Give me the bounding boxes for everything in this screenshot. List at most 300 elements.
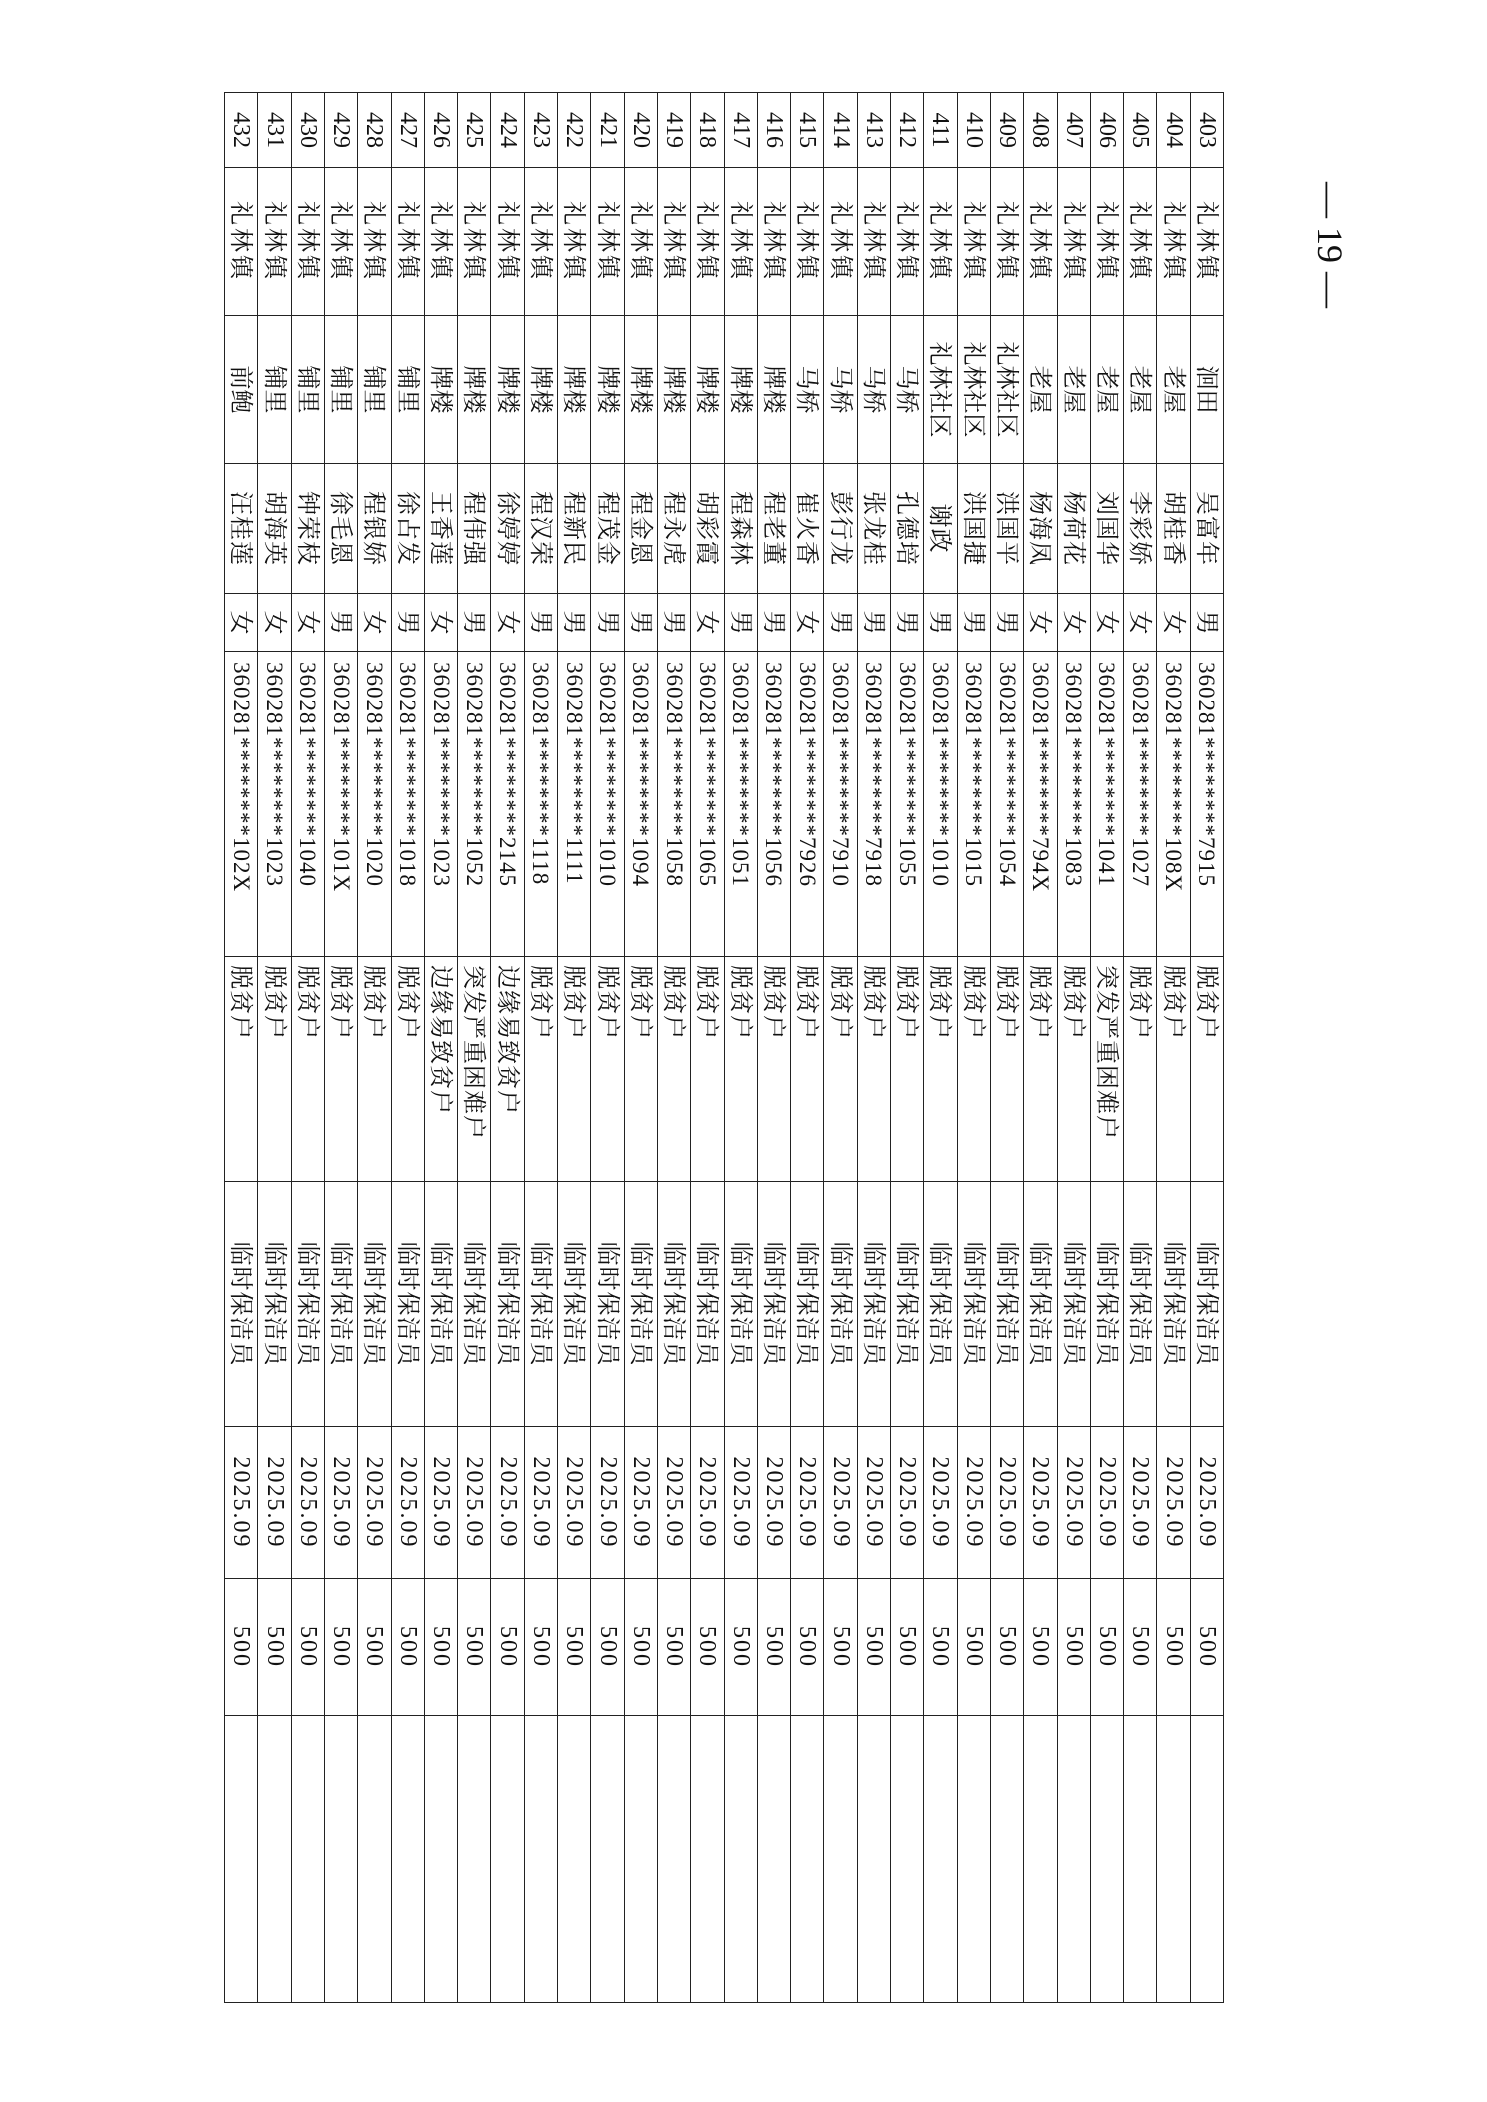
- village-cell: 铺里: [291, 316, 324, 464]
- household-type-cell: 脱贫户: [1024, 957, 1057, 1182]
- gender-cell: 男: [524, 594, 557, 652]
- position-cell: 临时保洁员: [990, 1182, 1023, 1427]
- name-cell: 徐毛恩: [324, 464, 357, 594]
- table-row: [891, 93, 924, 2003]
- id-number-cell: 360281********1111: [558, 652, 591, 957]
- gender-cell: 男: [324, 594, 357, 652]
- position-cell: 临时保洁员: [757, 1182, 790, 1427]
- date-cell: 2025.09: [324, 1427, 357, 1579]
- name-cell: 洪国捷: [957, 464, 990, 594]
- amount-cell: 500: [1124, 1579, 1157, 1716]
- position-cell: 临时保洁员: [1057, 1182, 1090, 1427]
- table-row: [824, 93, 857, 2003]
- name-cell: 谢政: [924, 464, 957, 594]
- town-cell: 礼林镇: [1024, 168, 1057, 316]
- date-cell: 2025.09: [458, 1427, 491, 1579]
- table-row: [491, 93, 524, 2003]
- row-number-cell: 414: [824, 93, 857, 168]
- town-cell: 礼林镇: [558, 168, 591, 316]
- position-cell: 临时保洁员: [657, 1182, 690, 1427]
- gender-cell: 男: [857, 594, 890, 652]
- household-type-cell: 脱贫户: [891, 957, 924, 1182]
- blank-cell: [524, 1716, 557, 2003]
- town-cell: 礼林镇: [258, 168, 291, 316]
- page-number: [1300, 182, 1360, 308]
- position-cell: 临时保洁员: [724, 1182, 757, 1427]
- village-cell: 牌楼: [491, 316, 524, 464]
- village-cell: 牌楼: [624, 316, 657, 464]
- village-cell: 老屋: [1024, 316, 1057, 464]
- position-cell: 临时保洁员: [558, 1182, 591, 1427]
- row-number-cell: 415: [791, 93, 824, 168]
- household-type-cell: 脱贫户: [591, 957, 624, 1182]
- date-cell: 2025.09: [657, 1427, 690, 1579]
- id-number-cell: 360281********1056: [757, 652, 790, 957]
- date-cell: 2025.09: [891, 1427, 924, 1579]
- town-cell: 礼林镇: [657, 168, 690, 316]
- row-number-cell: 403: [1190, 93, 1223, 168]
- id-number-cell: 360281********1040: [291, 652, 324, 957]
- town-cell: 礼林镇: [757, 168, 790, 316]
- town-cell: 礼林镇: [857, 168, 890, 316]
- date-cell: 2025.09: [558, 1427, 591, 1579]
- village-cell: 牌楼: [558, 316, 591, 464]
- id-number-cell: 360281********794X: [1024, 652, 1057, 957]
- date-cell: 2025.09: [358, 1427, 391, 1579]
- household-type-cell: 脱贫户: [857, 957, 890, 1182]
- household-type-cell: 脱贫户: [358, 957, 391, 1182]
- amount-cell: 500: [491, 1579, 524, 1716]
- gender-cell: 男: [657, 594, 690, 652]
- position-cell: 临时保洁员: [458, 1182, 491, 1427]
- amount-cell: 500: [691, 1579, 724, 1716]
- household-type-cell: 脱贫户: [225, 957, 258, 1182]
- town-cell: 礼林镇: [424, 168, 457, 316]
- id-number-cell: 360281********108X: [1157, 652, 1190, 957]
- amount-cell: 500: [291, 1579, 324, 1716]
- date-cell: 2025.09: [724, 1427, 757, 1579]
- gender-cell: 女: [1057, 594, 1090, 652]
- town-cell: 礼林镇: [957, 168, 990, 316]
- village-cell: 铺里: [258, 316, 291, 464]
- village-cell: 马桥: [857, 316, 890, 464]
- id-number-cell: 360281********7910: [824, 652, 857, 957]
- amount-cell: 500: [824, 1579, 857, 1716]
- id-number-cell: 360281********101X: [324, 652, 357, 957]
- amount-cell: 500: [891, 1579, 924, 1716]
- household-type-cell: 脱贫户: [724, 957, 757, 1182]
- blank-cell: [891, 1716, 924, 2003]
- blank-cell: [1024, 1716, 1057, 2003]
- id-number-cell: 360281********1027: [1124, 652, 1157, 957]
- position-cell: 临时保洁员: [1190, 1182, 1223, 1427]
- town-cell: 礼林镇: [624, 168, 657, 316]
- blank-cell: [324, 1716, 357, 2003]
- blank-cell: [558, 1716, 591, 2003]
- table-row: [724, 93, 757, 2003]
- gender-cell: 男: [624, 594, 657, 652]
- town-cell: 礼林镇: [1124, 168, 1157, 316]
- date-cell: 2025.09: [258, 1427, 291, 1579]
- gender-cell: 女: [358, 594, 391, 652]
- position-cell: 临时保洁员: [591, 1182, 624, 1427]
- name-cell: 程伟强: [458, 464, 491, 594]
- id-number-cell: 360281********1020: [358, 652, 391, 957]
- gender-cell: 女: [1157, 594, 1190, 652]
- date-cell: 2025.09: [990, 1427, 1023, 1579]
- row-number-cell: 428: [358, 93, 391, 168]
- table-row: [591, 93, 624, 2003]
- gender-cell: 女: [1024, 594, 1057, 652]
- name-cell: 程金恩: [624, 464, 657, 594]
- household-type-cell: 突发严重困难户: [1090, 957, 1123, 1182]
- gender-cell: 男: [724, 594, 757, 652]
- row-number-cell: 408: [1024, 93, 1057, 168]
- date-cell: 2025.09: [757, 1427, 790, 1579]
- table-row: [691, 93, 724, 2003]
- amount-cell: 500: [558, 1579, 591, 1716]
- position-cell: 临时保洁员: [391, 1182, 424, 1427]
- village-cell: 礼林社区: [990, 316, 1023, 464]
- table-row: [358, 93, 391, 2003]
- village-cell: 铺里: [324, 316, 357, 464]
- row-number-cell: 417: [724, 93, 757, 168]
- position-cell: 临时保洁员: [424, 1182, 457, 1427]
- household-type-cell: 脱贫户: [957, 957, 990, 1182]
- amount-cell: 500: [225, 1579, 258, 1716]
- table-row: [857, 93, 890, 2003]
- amount-cell: 500: [757, 1579, 790, 1716]
- name-cell: 刘国华: [1090, 464, 1123, 594]
- gender-cell: 女: [424, 594, 457, 652]
- date-cell: 2025.09: [824, 1427, 857, 1579]
- name-cell: 吴富年: [1190, 464, 1223, 594]
- blank-cell: [491, 1716, 524, 2003]
- date-cell: 2025.09: [491, 1427, 524, 1579]
- position-cell: 临时保洁员: [1024, 1182, 1057, 1427]
- blank-cell: [1090, 1716, 1123, 2003]
- name-cell: 程森林: [724, 464, 757, 594]
- position-cell: 临时保洁员: [1157, 1182, 1190, 1427]
- id-number-cell: 360281********1058: [657, 652, 690, 957]
- row-number-cell: 413: [857, 93, 890, 168]
- date-cell: 2025.09: [1157, 1427, 1190, 1579]
- table-row: [1024, 93, 1057, 2003]
- date-cell: 2025.09: [291, 1427, 324, 1579]
- village-cell: 牌楼: [757, 316, 790, 464]
- gender-cell: 男: [591, 594, 624, 652]
- town-cell: 礼林镇: [1190, 168, 1223, 316]
- row-number-cell: 420: [624, 93, 657, 168]
- id-number-cell: 360281********1015: [957, 652, 990, 957]
- table-row: [324, 93, 357, 2003]
- id-number-cell: 360281********1010: [591, 652, 624, 957]
- row-number-cell: 427: [391, 93, 424, 168]
- gender-cell: 男: [757, 594, 790, 652]
- amount-cell: 500: [624, 1579, 657, 1716]
- table-row: [458, 93, 491, 2003]
- row-number-cell: 421: [591, 93, 624, 168]
- household-type-cell: 脱贫户: [1190, 957, 1223, 1182]
- village-cell: 老屋: [1057, 316, 1090, 464]
- gender-cell: 男: [957, 594, 990, 652]
- town-cell: 礼林镇: [225, 168, 258, 316]
- worker-subsidy-table: [224, 92, 1224, 2003]
- page-number-text: — 19 —: [1310, 182, 1350, 308]
- amount-cell: 500: [857, 1579, 890, 1716]
- village-cell: 牌楼: [591, 316, 624, 464]
- gender-cell: 女: [225, 594, 258, 652]
- household-type-cell: 脱贫户: [558, 957, 591, 1182]
- date-cell: 2025.09: [691, 1427, 724, 1579]
- town-cell: 礼林镇: [791, 168, 824, 316]
- amount-cell: 500: [424, 1579, 457, 1716]
- name-cell: 李彩娇: [1124, 464, 1157, 594]
- name-cell: 汪桂莲: [225, 464, 258, 594]
- row-number-cell: 419: [657, 93, 690, 168]
- date-cell: 2025.09: [791, 1427, 824, 1579]
- gender-cell: 男: [458, 594, 491, 652]
- id-number-cell: 360281********7918: [857, 652, 890, 957]
- town-cell: 礼林镇: [924, 168, 957, 316]
- id-number-cell: 360281********1052: [458, 652, 491, 957]
- date-cell: 2025.09: [1090, 1427, 1123, 1579]
- town-cell: 礼林镇: [824, 168, 857, 316]
- name-cell: 钟荣枝: [291, 464, 324, 594]
- id-number-cell: 360281********7915: [1190, 652, 1223, 957]
- amount-cell: 500: [324, 1579, 357, 1716]
- gender-cell: 女: [691, 594, 724, 652]
- blank-cell: [258, 1716, 291, 2003]
- amount-cell: 500: [1090, 1579, 1123, 1716]
- name-cell: 胡彩霞: [691, 464, 724, 594]
- row-number-cell: 407: [1057, 93, 1090, 168]
- gender-cell: 男: [891, 594, 924, 652]
- position-cell: 临时保洁员: [491, 1182, 524, 1427]
- blank-cell: [225, 1716, 258, 2003]
- table-row: [258, 93, 291, 2003]
- town-cell: 礼林镇: [524, 168, 557, 316]
- village-cell: 礼林社区: [957, 316, 990, 464]
- household-type-cell: 脱贫户: [1157, 957, 1190, 1182]
- gender-cell: 女: [1090, 594, 1123, 652]
- name-cell: 王香莲: [424, 464, 457, 594]
- gender-cell: 女: [1124, 594, 1157, 652]
- household-type-cell: 脱贫户: [1057, 957, 1090, 1182]
- table-row: [624, 93, 657, 2003]
- date-cell: 2025.09: [424, 1427, 457, 1579]
- name-cell: 程新民: [558, 464, 591, 594]
- position-cell: 临时保洁员: [1090, 1182, 1123, 1427]
- village-cell: 牌楼: [657, 316, 690, 464]
- id-number-cell: 360281********1055: [891, 652, 924, 957]
- table-row: [1157, 93, 1190, 2003]
- amount-cell: 500: [1024, 1579, 1057, 1716]
- date-cell: 2025.09: [624, 1427, 657, 1579]
- village-cell: 老屋: [1124, 316, 1157, 464]
- rotated-table-container: [224, 92, 1224, 2002]
- date-cell: 2025.09: [957, 1427, 990, 1579]
- id-number-cell: 360281********1083: [1057, 652, 1090, 957]
- blank-cell: [291, 1716, 324, 2003]
- town-cell: 礼林镇: [458, 168, 491, 316]
- row-number-cell: 432: [225, 93, 258, 168]
- row-number-cell: 404: [1157, 93, 1190, 168]
- id-number-cell: 360281********1118: [524, 652, 557, 957]
- household-type-cell: 脱贫户: [824, 957, 857, 1182]
- position-cell: 临时保洁员: [691, 1182, 724, 1427]
- table-row: [990, 93, 1023, 2003]
- position-cell: 临时保洁员: [258, 1182, 291, 1427]
- row-number-cell: 425: [458, 93, 491, 168]
- blank-cell: [724, 1716, 757, 2003]
- gender-cell: 男: [1190, 594, 1223, 652]
- row-number-cell: 424: [491, 93, 524, 168]
- gender-cell: 男: [924, 594, 957, 652]
- date-cell: 2025.09: [857, 1427, 890, 1579]
- household-type-cell: 边缘易致贫户: [491, 957, 524, 1182]
- row-number-cell: 423: [524, 93, 557, 168]
- id-number-cell: 360281********1023: [258, 652, 291, 957]
- table-row: [558, 93, 591, 2003]
- town-cell: 礼林镇: [1157, 168, 1190, 316]
- village-cell: 洄田: [1190, 316, 1223, 464]
- gender-cell: 女: [791, 594, 824, 652]
- amount-cell: 500: [990, 1579, 1023, 1716]
- table-row: [791, 93, 824, 2003]
- amount-cell: 500: [524, 1579, 557, 1716]
- id-number-cell: 360281********1054: [990, 652, 1023, 957]
- name-cell: 程永虎: [657, 464, 690, 594]
- position-cell: 临时保洁员: [857, 1182, 890, 1427]
- table-row: [291, 93, 324, 2003]
- date-cell: 2025.09: [1024, 1427, 1057, 1579]
- blank-cell: [358, 1716, 391, 2003]
- gender-cell: 男: [558, 594, 591, 652]
- id-number-cell: 360281********1010: [924, 652, 957, 957]
- position-cell: 临时保洁员: [291, 1182, 324, 1427]
- blank-cell: [424, 1716, 457, 2003]
- table-row: [1190, 93, 1223, 2003]
- table-row: [424, 93, 457, 2003]
- household-type-cell: 脱贫户: [1124, 957, 1157, 1182]
- row-number-cell: 410: [957, 93, 990, 168]
- name-cell: 胡海英: [258, 464, 291, 594]
- village-cell: 牌楼: [458, 316, 491, 464]
- row-number-cell: 431: [258, 93, 291, 168]
- row-number-cell: 430: [291, 93, 324, 168]
- date-cell: 2025.09: [391, 1427, 424, 1579]
- village-cell: 牌楼: [724, 316, 757, 464]
- name-cell: 彭行龙: [824, 464, 857, 594]
- table-body: [225, 93, 1224, 2003]
- gender-cell: 男: [391, 594, 424, 652]
- table-row: [924, 93, 957, 2003]
- blank-cell: [1124, 1716, 1157, 2003]
- position-cell: 临时保洁员: [225, 1182, 258, 1427]
- town-cell: 礼林镇: [358, 168, 391, 316]
- amount-cell: 500: [391, 1579, 424, 1716]
- town-cell: 礼林镇: [724, 168, 757, 316]
- row-number-cell: 416: [757, 93, 790, 168]
- town-cell: 礼林镇: [990, 168, 1023, 316]
- table-row: [524, 93, 557, 2003]
- gender-cell: 男: [990, 594, 1023, 652]
- amount-cell: 500: [724, 1579, 757, 1716]
- amount-cell: 500: [358, 1579, 391, 1716]
- position-cell: 临时保洁员: [924, 1182, 957, 1427]
- village-cell: 前鲍: [225, 316, 258, 464]
- blank-cell: [1057, 1716, 1090, 2003]
- blank-cell: [458, 1716, 491, 2003]
- name-cell: 杨海凤: [1024, 464, 1057, 594]
- date-cell: 2025.09: [524, 1427, 557, 1579]
- date-cell: 2025.09: [591, 1427, 624, 1579]
- date-cell: 2025.09: [1124, 1427, 1157, 1579]
- id-number-cell: 360281********2145: [491, 652, 524, 957]
- row-number-cell: 422: [558, 93, 591, 168]
- id-number-cell: 360281********102X: [225, 652, 258, 957]
- amount-cell: 500: [957, 1579, 990, 1716]
- village-cell: 老屋: [1090, 316, 1123, 464]
- village-cell: 马桥: [891, 316, 924, 464]
- amount-cell: 500: [657, 1579, 690, 1716]
- amount-cell: 500: [924, 1579, 957, 1716]
- position-cell: 临时保洁员: [824, 1182, 857, 1427]
- town-cell: 礼林镇: [391, 168, 424, 316]
- table-row: [225, 93, 258, 2003]
- name-cell: 杨荷花: [1057, 464, 1090, 594]
- village-cell: 老屋: [1157, 316, 1190, 464]
- name-cell: 徐婷婷: [491, 464, 524, 594]
- town-cell: 礼林镇: [291, 168, 324, 316]
- household-type-cell: 脱贫户: [691, 957, 724, 1182]
- blank-cell: [591, 1716, 624, 2003]
- id-number-cell: 360281********7926: [791, 652, 824, 957]
- household-type-cell: 边缘易致贫户: [424, 957, 457, 1182]
- row-number-cell: 405: [1124, 93, 1157, 168]
- name-cell: 胡桂香: [1157, 464, 1190, 594]
- row-number-cell: 412: [891, 93, 924, 168]
- name-cell: 洪国平: [990, 464, 1023, 594]
- blank-cell: [791, 1716, 824, 2003]
- date-cell: 2025.09: [225, 1427, 258, 1579]
- table-row: [1057, 93, 1090, 2003]
- date-cell: 2025.09: [1057, 1427, 1090, 1579]
- name-cell: 崔火香: [791, 464, 824, 594]
- name-cell: 程汉荣: [524, 464, 557, 594]
- village-cell: 牌楼: [524, 316, 557, 464]
- position-cell: 临时保洁员: [1124, 1182, 1157, 1427]
- table-row: [957, 93, 990, 2003]
- village-cell: 牌楼: [424, 316, 457, 464]
- id-number-cell: 360281********1065: [691, 652, 724, 957]
- blank-cell: [1157, 1716, 1190, 2003]
- position-cell: 临时保洁员: [524, 1182, 557, 1427]
- position-cell: 临时保洁员: [324, 1182, 357, 1427]
- village-cell: 马桥: [791, 316, 824, 464]
- village-cell: 马桥: [824, 316, 857, 464]
- name-cell: 张龙桂: [857, 464, 890, 594]
- row-number-cell: 406: [1090, 93, 1123, 168]
- id-number-cell: 360281********1018: [391, 652, 424, 957]
- blank-cell: [657, 1716, 690, 2003]
- amount-cell: 500: [1190, 1579, 1223, 1716]
- table-row: [657, 93, 690, 2003]
- position-cell: 临时保洁员: [957, 1182, 990, 1427]
- row-number-cell: 411: [924, 93, 957, 168]
- date-cell: 2025.09: [1190, 1427, 1223, 1579]
